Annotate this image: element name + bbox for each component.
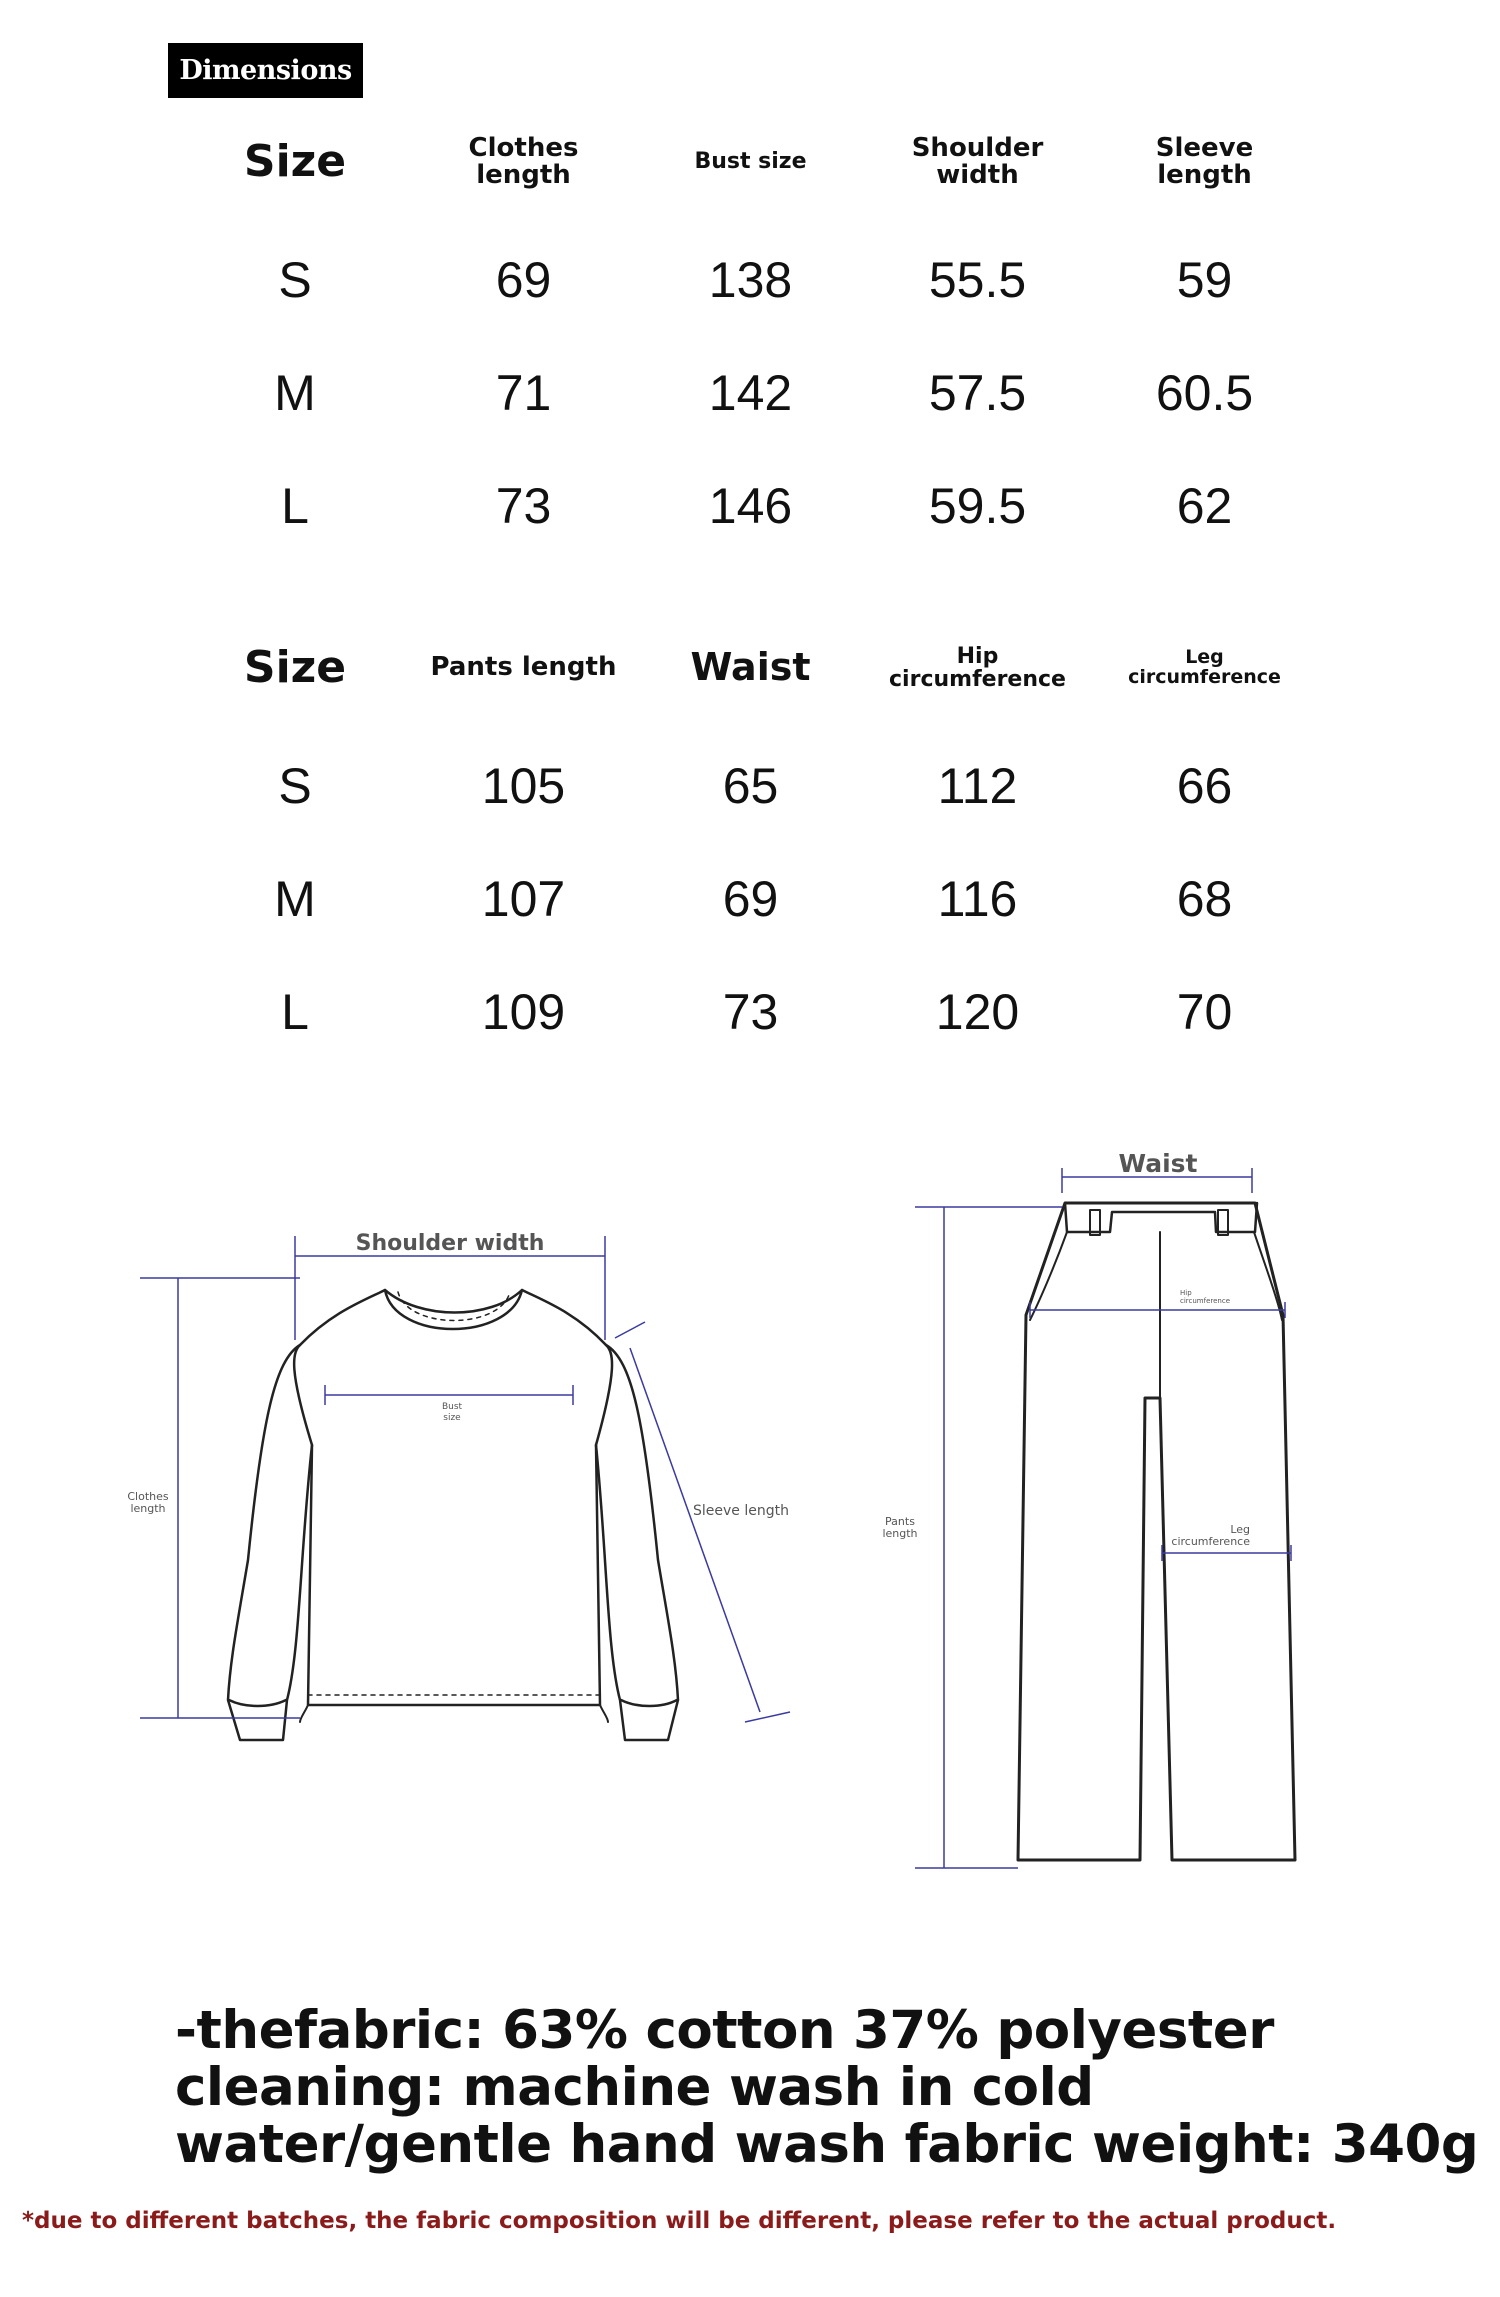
clothes-length-cell: 71 <box>495 365 552 421</box>
pants-length-cell: 109 <box>481 984 566 1040</box>
pants-diagram <box>860 1140 1330 1880</box>
header-sleeve-length <box>1091 112 1318 212</box>
sleeve-length-cell: 62 <box>1176 478 1233 534</box>
sweater-right-sleeve <box>596 1345 678 1740</box>
batch-note: *due to different batches, the fabric composition will be different, please refer to the actual product. <box>22 2208 1337 2234</box>
leg-label-2: circumference <box>1171 1535 1250 1548</box>
hip-cell: 120 <box>935 984 1020 1040</box>
shoulder-width-cell: 55.5 <box>928 252 1027 308</box>
table-row <box>180 225 1310 335</box>
header-bust-size: Bust size <box>694 149 807 175</box>
sweater-collar <box>385 1290 522 1329</box>
table-header-row <box>180 618 1310 718</box>
header-waist: Waist <box>690 645 811 690</box>
clothes-length-label-2: length <box>130 1502 166 1515</box>
header-clothes-length <box>410 112 637 212</box>
header-pants-length: Pants length <box>430 652 617 683</box>
shoulder-width-label: Shoulder width <box>355 1231 545 1256</box>
fabric-info <box>175 2000 1479 2175</box>
waist-cell: 69 <box>722 871 779 927</box>
clothes-length-label-1: Clothes <box>127 1490 169 1503</box>
waist-cell: 65 <box>722 758 779 814</box>
bust-size-label-1: Bust <box>441 1402 463 1412</box>
pants-length-cell: 105 <box>481 758 566 814</box>
sleeve-length-label: Sleeve length <box>693 1503 789 1519</box>
table-row <box>180 451 1310 561</box>
clothes-length-cell: 73 <box>495 478 552 534</box>
table-header-row <box>180 112 1310 212</box>
hip-cell: 112 <box>937 758 1018 814</box>
header-sleeve-length-text: Sleeve length <box>1155 132 1254 190</box>
leg-cell: 66 <box>1176 758 1233 814</box>
header-clothes-length-text: Clothes length <box>468 132 579 190</box>
bust-size-label-2: size <box>443 1413 461 1423</box>
hip-label-2: circumference <box>1180 1297 1231 1305</box>
dimensions-badge: Dimensions <box>168 43 363 98</box>
pants-length-label-2: length <box>882 1527 918 1540</box>
header-leg-circumference-text: Leg circumference <box>1128 646 1281 688</box>
header-shoulder-width-text: Shoulder width <box>911 132 1044 190</box>
header-hip-circumference-text: Hip circumference <box>889 643 1066 692</box>
sweater-body-outline <box>294 1290 612 1705</box>
hip-label-1: Hip <box>1180 1289 1192 1297</box>
sleeve-length-cell: 60.5 <box>1155 365 1254 421</box>
size-cell: S <box>278 758 312 814</box>
size-cell: L <box>281 984 309 1040</box>
bust-size-cell: 146 <box>708 478 793 534</box>
header-leg-circumference <box>1091 618 1318 718</box>
size-cell: S <box>278 252 312 308</box>
size-cell: M <box>274 871 316 927</box>
hip-cell: 116 <box>937 871 1018 927</box>
size-cell: L <box>281 478 309 534</box>
shoulder-width-cell: 57.5 <box>928 365 1027 421</box>
header-hip-circumference <box>864 618 1091 718</box>
sweater-diagram <box>0 1180 820 1820</box>
sleeve-length-cell: 59 <box>1176 252 1233 308</box>
table-row <box>180 957 1310 1067</box>
pants-length-label-1: Pants <box>885 1515 915 1528</box>
pants-outline <box>1018 1203 1295 1860</box>
shoulder-width-cell: 59.5 <box>928 478 1027 534</box>
waist-label: Waist <box>1118 1149 1198 1178</box>
fabric-line: water/gentle hand wash fabric weight: 340g <box>175 2114 1479 2175</box>
table-row <box>180 844 1310 954</box>
clothes-length-cell: 69 <box>495 252 552 308</box>
table-row <box>180 338 1310 448</box>
leg-label-1: Leg <box>1230 1523 1250 1536</box>
leg-cell: 68 <box>1176 871 1233 927</box>
header-size: Size <box>243 641 347 693</box>
table-row <box>180 731 1310 841</box>
header-size: Size <box>243 135 347 187</box>
pants-length-cell: 107 <box>481 871 566 927</box>
bust-size-cell: 138 <box>708 252 793 308</box>
fabric-line: -thefabric: 63% cotton 37% polyester <box>175 2000 1274 2061</box>
leg-cell: 70 <box>1176 984 1233 1040</box>
fabric-line: cleaning: machine wash in cold <box>175 2057 1094 2118</box>
waist-cell: 73 <box>722 984 779 1040</box>
bust-size-cell: 142 <box>708 365 793 421</box>
header-shoulder-width <box>864 112 1091 212</box>
size-cell: M <box>274 365 316 421</box>
